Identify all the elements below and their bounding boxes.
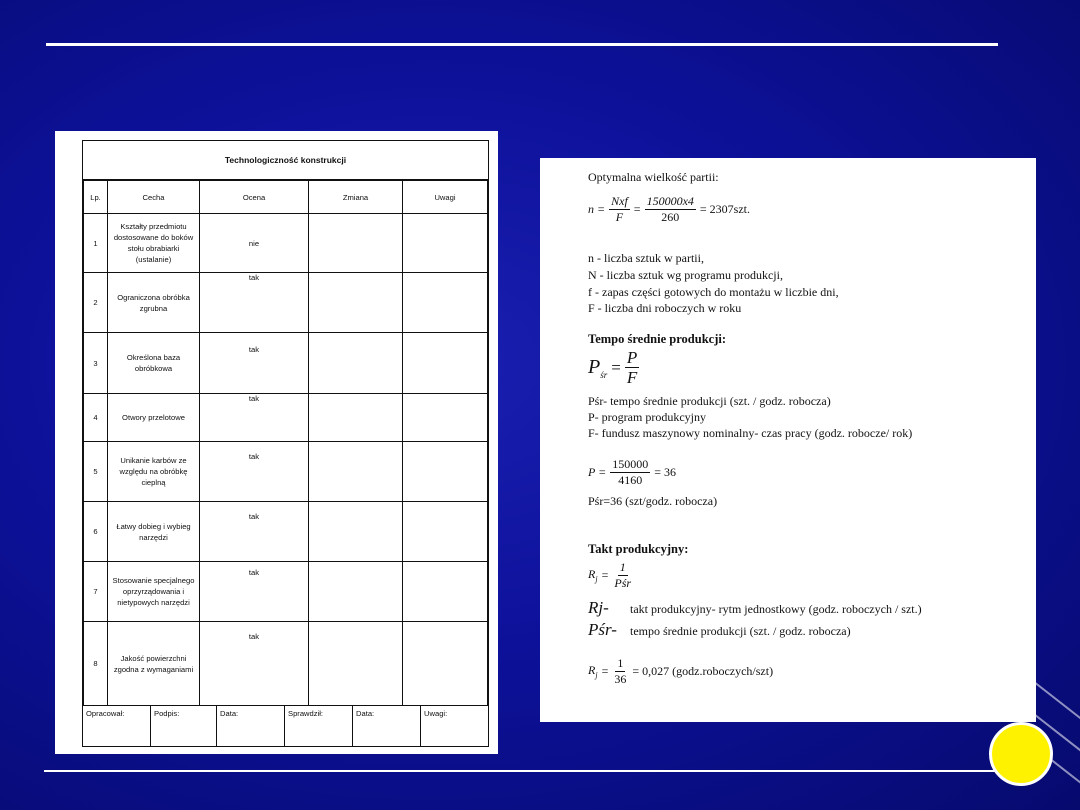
def-line: F - liczba dni roboczych w roku: [588, 301, 742, 315]
eq1-num1: Nxf: [611, 194, 628, 208]
row-zmiana: [309, 394, 403, 442]
table-row: [84, 502, 488, 562]
bottom-rule: [44, 770, 1020, 772]
row-cecha: Unikanie karbów ze względu na obróbkę cieplną: [108, 442, 200, 502]
col-header-zmiana: Zmiana: [309, 181, 403, 214]
formula-panel: [540, 158, 1036, 722]
tempo-result-line: Pśr=36 (szt/godz. robocza): [588, 494, 718, 508]
row-ocena: tak: [200, 273, 309, 333]
takt-heading: Takt produkcyjny:: [588, 542, 689, 556]
eq3-lhs: P =: [588, 465, 607, 479]
tempo-value-equation: [588, 457, 676, 488]
row-zmiana: [309, 214, 403, 273]
row-ocena: tak: [200, 442, 309, 502]
def-line: F- fundusz maszynowy nominalny- czas pracy (godz. robocze/ rok): [588, 426, 913, 440]
col-header-uwagi: Uwagi: [403, 181, 488, 214]
row-uwagi: [403, 562, 488, 622]
takt-def-sym: Rj-: [588, 598, 609, 617]
row-zmiana: [309, 442, 403, 502]
row-lp: 7: [84, 562, 108, 622]
eq4-den: Pśr: [614, 576, 632, 590]
row-lp: 5: [84, 442, 108, 502]
row-zmiana: [309, 502, 403, 562]
row-cecha: Łatwy dobieg i wybieg narzędzi: [108, 502, 200, 562]
eq3-result: = 36: [654, 465, 676, 479]
row-uwagi: [403, 214, 488, 273]
eq5-den: 36: [614, 672, 627, 686]
yellow-circle-icon: [989, 722, 1053, 786]
row-cecha: Stosowanie specjalnego oprzyrządowania i nietypowych narzędzi: [108, 562, 200, 622]
row-zmiana: [309, 333, 403, 394]
eq2-lhs: P: [588, 355, 601, 378]
eq1-den2: 260: [661, 210, 680, 224]
form-footer: [83, 705, 488, 746]
eq1-result: = 2307szt.: [699, 202, 750, 216]
row-zmiana: [309, 273, 403, 333]
footer-opracowal: Opracował:: [83, 706, 151, 746]
eq2-den: F: [626, 368, 638, 387]
eq3-den: 4160: [618, 473, 643, 487]
technology-form: [82, 140, 489, 747]
row-cecha: Kształty przedmiotu dostosowane do boków stołu obrabiarki (ustalanie): [108, 214, 200, 273]
takt-def-sym: Pśr-: [588, 620, 617, 639]
row-ocena: tak: [200, 333, 309, 394]
tempo-equation: $P_{śr}$ = $\frac{P}{F}$: [588, 348, 638, 387]
form-table: [83, 180, 488, 706]
row-lp: 1: [84, 214, 108, 273]
row-lp: 4: [84, 394, 108, 442]
row-cecha: Jakość powierzchni zgodna z wymaganiami: [108, 622, 200, 706]
table-row: [84, 442, 488, 502]
footer-data: Data:: [217, 706, 285, 746]
form-title: Technologiczność konstrukcji: [83, 141, 488, 180]
def-line: N - liczba sztuk wg programu produkcji,: [588, 268, 783, 282]
row-cecha: Otwory przelotowe: [108, 394, 200, 442]
table-row: [84, 273, 488, 333]
col-header-cecha: Cecha: [108, 181, 200, 214]
row-zmiana: [309, 562, 403, 622]
eq1-num2: 150000x4: [646, 194, 694, 208]
footer-podpis: Podpis:: [151, 706, 217, 746]
def-line: f - zapas części gotowych do montażu w liczbie dni,: [588, 285, 839, 299]
def-line: Pśr- tempo średnie produkcji (szt. / godz. robocza): [588, 394, 831, 408]
col-header-ocena: Ocena: [200, 181, 309, 214]
takt-def-row: [588, 598, 922, 618]
table-row: [84, 214, 488, 273]
tempo-heading: Tempo średnie produkcji:: [588, 332, 726, 346]
row-cecha: Określona baza obróbkowa: [108, 333, 200, 394]
table-row: [84, 622, 488, 706]
row-uwagi: [403, 502, 488, 562]
table-header-row: [84, 181, 488, 214]
table-row: [84, 394, 488, 442]
row-ocena: tak: [200, 562, 309, 622]
top-rule: [46, 43, 998, 46]
eq3-num: 150000: [612, 457, 649, 471]
row-uwagi: [403, 273, 488, 333]
eq5-sub: j: [595, 670, 598, 680]
batch-size-equation: n = $\frac{\text{Nxf}}{F}$ = $\frac{150000x4}{260}$ = 2307szt.: [588, 194, 750, 224]
eq2-num: P: [626, 348, 638, 367]
eq5-lhs: R: [588, 663, 596, 678]
row-uwagi: [403, 333, 488, 394]
eq5-num: 1: [617, 656, 624, 670]
eq4-lhs: R: [588, 567, 596, 582]
row-ocena: nie: [200, 214, 309, 273]
row-uwagi: [403, 442, 488, 502]
col-header-lp: Lp.: [84, 181, 108, 214]
row-lp: 3: [84, 333, 108, 394]
eq1-lhs: n =: [588, 202, 606, 216]
takt-def-row: [588, 620, 851, 640]
optimal-batch-heading: Optymalna wielkość partii:: [588, 170, 719, 184]
row-lp: 2: [84, 273, 108, 333]
footer-uwagi: Uwagi:: [424, 709, 448, 718]
table-row: [84, 562, 488, 622]
takt-equation: $R_j$ = $\frac{1}{\text{Pśr}}$: [588, 560, 632, 590]
takt-def-text: takt produkcyjny- rytm jednostkowy (godz. roboczych / szt.): [630, 602, 922, 616]
footer-data-2: Data:: [353, 706, 421, 746]
takt-def-text: tempo średnie produkcji (szt. / godz. robocza): [630, 624, 851, 638]
eq4-num: 1: [619, 560, 626, 574]
row-lp: 8: [84, 622, 108, 706]
row-uwagi: [403, 622, 488, 706]
row-lp: 6: [84, 502, 108, 562]
row-cecha: Ograniczona obróbka zgrubna: [108, 273, 200, 333]
row-zmiana: [309, 622, 403, 706]
table-row: [84, 333, 488, 394]
def-line: P- program produkcyjny: [588, 410, 706, 424]
def-line: n - liczba sztuk w partii,: [588, 251, 704, 265]
row-ocena: tak: [200, 622, 309, 706]
footer-sprawdzil: Sprawdził:: [285, 706, 353, 746]
row-ocena: tak: [200, 394, 309, 442]
eq1-den1: F: [615, 210, 624, 224]
scanned-form-image: [55, 131, 498, 754]
row-ocena: tak: [200, 502, 309, 562]
eq4-sub: j: [595, 574, 598, 584]
row-uwagi: [403, 394, 488, 442]
eq5-result: = 0,027 (godz.roboczych/szt): [632, 664, 774, 678]
eq2-sub: śr: [600, 369, 608, 380]
takt-value-equation: $R_j$ = $\frac{1}{36}$ = 0,027 (godz.roboczych/szt): [588, 656, 774, 686]
